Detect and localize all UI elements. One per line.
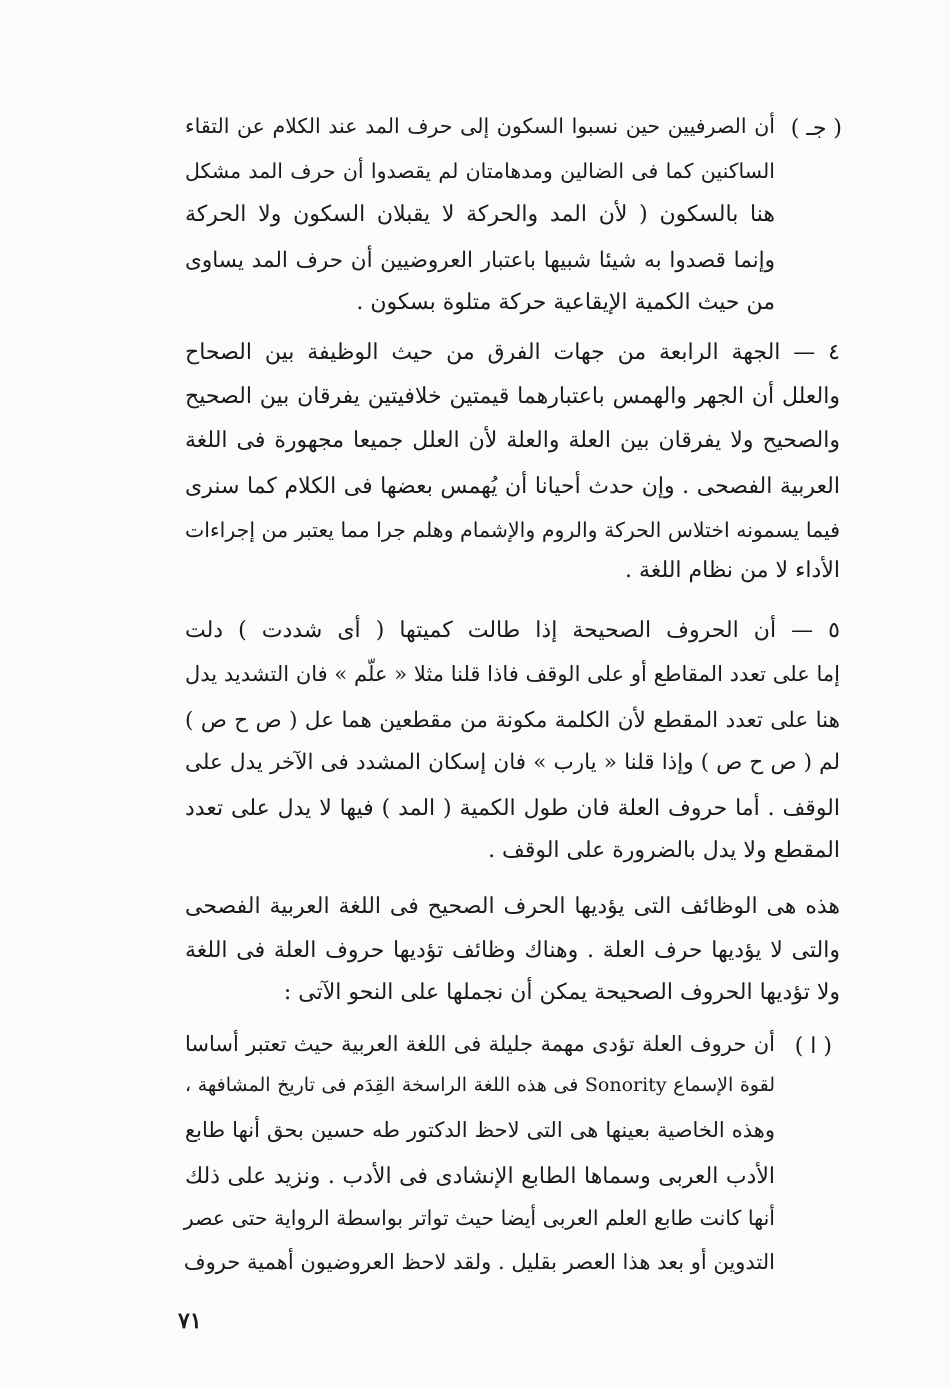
text-line: فيما يسمونه اختلاس الحركة والروم والإشمام وهلم جرا مما يعتبر من إجراءات	[185, 518, 840, 542]
text-line: وإنما قصدوا به شيئا شبيها باعتبار العروضيين أن حرف المد يساوى	[185, 248, 775, 273]
text-line: لقوة الإسماع Sonority فى هذه اللغة الراسخة القِدَم فى تاريخ المشافهة ،	[185, 1074, 775, 1096]
text-line: ولا تؤديها الحروف الصحيحة يمكن أن نجملها على النحو الآتى :	[283, 980, 840, 1005]
text-line: هنا على تعدد المقطع لأن الكلمة مكونة من مقطعين هما عل ( ص ح ص )	[185, 708, 840, 733]
text-line: لم ( ص ح ص ) وإذا قلنا « يارب » فان إسكان المشدد فى الآخر يدل على	[185, 750, 840, 775]
text-line: هذه هى الوظائف التى يؤديها الحرف الصحيح فى اللغة العربية الفصحى	[185, 894, 840, 919]
text-line: أنها كانت طابع العلم العربى أيضا حيث تواتر بواسطة الرواية حتى عصر	[183, 1206, 775, 1230]
text-line: أن الصرفيين حين نسبوا السكون إلى حرف المد عند الكلام عن التقاء	[185, 114, 775, 138]
section-a-marker: ( ا )	[794, 1034, 832, 1059]
text-line: التدوين أو بعد هذا العصر بقليل . ولقد لاحظ العروضيون أهمية حروف	[183, 1250, 775, 1274]
page-number: ٧١	[178, 1308, 202, 1334]
text-line: إما على تعدد المقاطع أو على الوقف فاذا قلنا مثلا « علّم » فان التشديد يدل	[185, 662, 840, 686]
text-line: أن حروف العلة تؤدى مهمة جليلة فى اللغة العربية حيث تعتبر أساسا	[185, 1032, 775, 1056]
text-line: الأداء لا من نظام اللغة .	[625, 558, 840, 583]
text-line: هنا بالسكون ( لأن المد والحركة لا يقبلان السكون ولا الحركة	[185, 202, 775, 227]
text-line: من حيث الكمية الإيقاعية حركة متلوة بسكون .	[356, 290, 775, 315]
text-line: الأدب العربى وسماها الطابع الإنشادى فى الأدب . ونزيد على ذلك	[185, 1164, 775, 1189]
text-line: المقطع ولا يدل بالضرورة على الوقف .	[488, 838, 840, 863]
text-line: والعلل أن الجهر والهمس باعتبارهما قيمتين خلافيتين يفرقان بين الصحيح	[185, 384, 840, 409]
text-line: الوقف . أما حروف العلة فان طول الكمية ( المد ) فيها لا يدل على تعدد	[185, 796, 840, 821]
text-line: الساكنين كما فى الضالين ومدهامتان لم يقصدوا أن حرف المد مشكل	[185, 159, 775, 183]
section-c-marker: ( جـ )	[790, 116, 842, 141]
text-line: وهذه الخاصية بعينها هى التى لاحظ الدكتور طه حسين بحق أنها طابع	[185, 1118, 775, 1142]
text-line: ٥ — أن الحروف الصحيحة إذا طالت كميتها ( أى شددت ) دلت	[185, 618, 840, 643]
text-line: ٤ — الجهة الرابعة من جهات الفرق من حيث الوظيفة بين الصحاح	[185, 340, 840, 365]
text-line: والتى لا يؤديها حرف العلة . وهناك وظائف تؤديها حروف العلة فى اللغة	[185, 938, 840, 963]
text-line: والصحيح ولا يفرقان بين العلة والعلة لأن العلل جميعا مجهورة فى اللغة	[185, 428, 840, 453]
text-line: العربية الفصحى . وإن حدث أحيانا أن يُهمس بعضها فى الكلام كما سنرى	[185, 474, 840, 499]
